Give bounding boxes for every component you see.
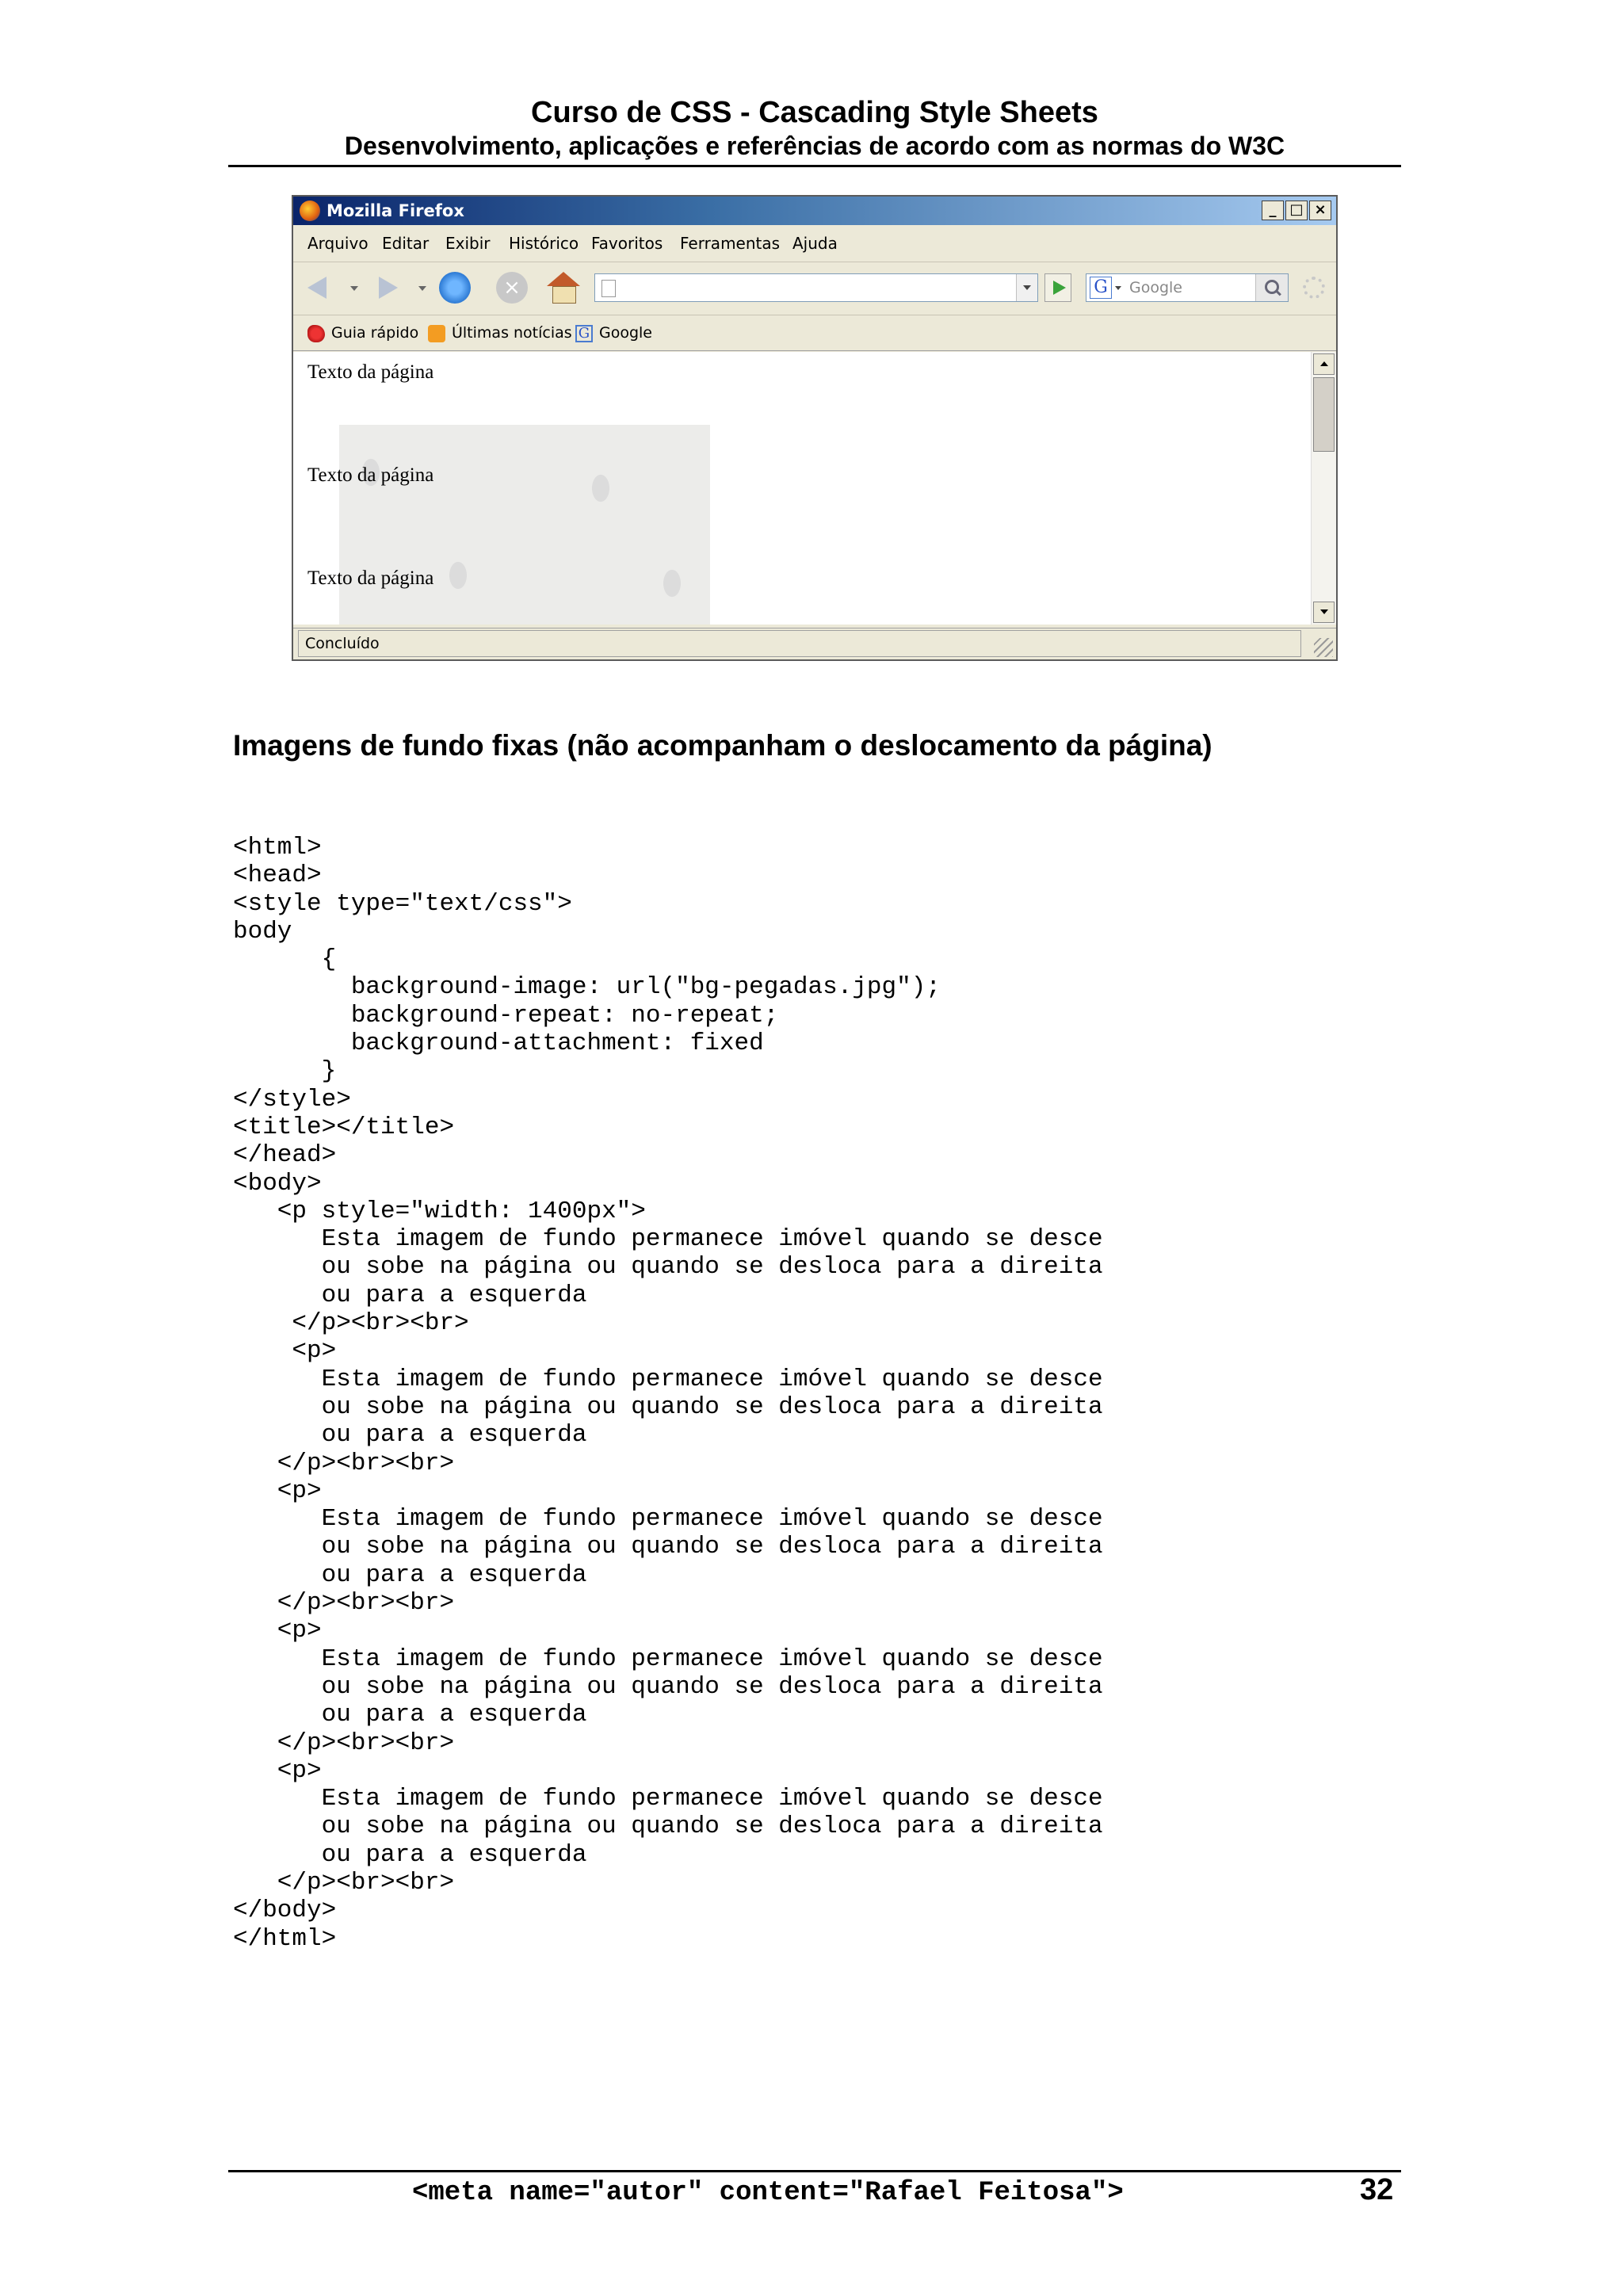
page-icon (601, 280, 616, 297)
back-arrow-icon[interactable] (304, 272, 339, 304)
firefox-logo-icon (300, 201, 320, 221)
code-line: <p> (233, 1756, 322, 1785)
help-bookmark-icon (307, 325, 325, 342)
menu-exibir[interactable]: Exibir (445, 234, 491, 253)
code-line: </style> (233, 1085, 351, 1114)
scroll-up-arrow-icon[interactable] (1313, 353, 1335, 375)
page-header (228, 95, 1401, 162)
status-text: Concluído (298, 630, 1301, 657)
forward-history-dropdown-icon[interactable] (418, 286, 426, 291)
page-text-line: Texto da página (307, 361, 434, 383)
page-number: 32 (1360, 2173, 1394, 2206)
menu-editar[interactable]: Editar (382, 234, 430, 253)
home-icon[interactable] (547, 272, 580, 304)
code-line: <body> (233, 1169, 322, 1198)
code-line: ou sobe na página ou quando se desloca para a direita (233, 1813, 1103, 1841)
code-line: background-repeat: no-repeat; (233, 1001, 779, 1030)
search-placeholder: Google (1129, 279, 1183, 296)
activity-throbber-icon (1303, 277, 1325, 299)
bookmark-label: Guia rápido (331, 324, 419, 342)
menu-ajuda[interactable]: Ajuda (792, 234, 838, 253)
code-line: Esta imagem de fundo permanece imóvel quando se desce (233, 1225, 1103, 1254)
bookmark-label: Últimas notícias (452, 324, 572, 342)
address-bar[interactable] (594, 273, 1038, 302)
code-line: <p> (233, 1337, 337, 1366)
footer-meta-tag: <meta name="autor" content="Rafael Feitosa"> (412, 2178, 1124, 2208)
document-subtitle: Desenvolvimento, aplicações e referências de acordo com as normas do W3C (344, 132, 1285, 160)
code-line: <p> (233, 1617, 322, 1645)
code-line: background-image: url("bg-pegadas.jpg"); (233, 973, 941, 1002)
code-line: </p><br><br> (233, 1729, 455, 1757)
address-dropdown-icon[interactable] (1016, 274, 1037, 301)
code-line: <head> (233, 861, 322, 890)
code-line: </p><br><br> (233, 1309, 469, 1338)
document-title: Curso de CSS - Cascading Style Sheets (531, 96, 1098, 129)
status-bar (293, 628, 1336, 660)
page-viewport (293, 352, 1312, 625)
code-line: ou sobe na página ou quando se desloca para a direita (233, 1392, 1103, 1421)
code-line: ou para a esquerda (233, 1281, 587, 1309)
window-title: Mozilla Firefox (327, 201, 464, 220)
resize-grip-icon[interactable] (1314, 638, 1333, 657)
code-line: </body> (233, 1897, 337, 1925)
code-line: { (233, 946, 337, 974)
scroll-down-arrow-icon[interactable] (1313, 602, 1335, 623)
page-text-line: Texto da página (307, 567, 434, 589)
code-listing (233, 834, 1103, 1953)
menu-ferramentas[interactable]: Ferramentas (680, 234, 781, 253)
code-line: <p> (233, 1477, 322, 1505)
forward-arrow-icon[interactable] (368, 272, 403, 304)
engine-dropdown-icon[interactable] (1115, 286, 1121, 290)
stop-icon[interactable]: × (496, 272, 528, 304)
code-line: Esta imagem de fundo permanece imóvel quando se desce (233, 1365, 1103, 1393)
bookmark-label: Google (599, 324, 653, 342)
header-rule (228, 165, 1401, 167)
code-line: background-attachment: fixed (233, 1030, 764, 1058)
reload-icon[interactable] (439, 272, 471, 304)
window-controls (1262, 201, 1331, 220)
code-line: Esta imagem de fundo permanece imóvel quando se desce (233, 1645, 1103, 1673)
menu-bar (293, 227, 1336, 260)
scrollbar-thumb[interactable] (1313, 377, 1335, 452)
menu-arquivo[interactable]: Arquivo (307, 234, 369, 253)
code-line: </p><br><br> (233, 1449, 455, 1477)
bookmarks-toolbar (293, 315, 1336, 351)
menu-historico[interactable]: Histórico (509, 234, 579, 253)
code-line: ou sobe na página ou quando se desloca para a direita (233, 1253, 1103, 1282)
window-titlebar (293, 197, 1336, 225)
maximize-button[interactable]: □ (1285, 201, 1308, 220)
code-line: } (233, 1057, 337, 1086)
code-line: ou para a esquerda (233, 1840, 587, 1869)
code-line: </p><br><br> (233, 1868, 455, 1897)
code-line: ou sobe na página ou quando se desloca para a direita (233, 1672, 1103, 1701)
page-text-line: Texto da página (307, 464, 434, 486)
code-line: Esta imagem de fundo permanece imóvel quando se desce (233, 1505, 1103, 1534)
firefox-screenshot (292, 195, 1338, 661)
code-line: ou sobe na página ou quando se desloca para a direita (233, 1533, 1103, 1561)
search-icon[interactable] (1255, 274, 1288, 301)
code-line: <title></title> (233, 1113, 455, 1141)
code-line: <html> (233, 834, 322, 861)
google-icon: G (575, 325, 593, 342)
code-line: </p><br><br> (233, 1589, 455, 1618)
bookmark-google[interactable] (575, 315, 652, 350)
code-line: </head> (233, 1141, 337, 1170)
navigation-toolbar (293, 262, 1336, 315)
back-history-dropdown-icon[interactable] (350, 286, 358, 291)
vertical-scrollbar[interactable] (1311, 352, 1336, 625)
search-bar[interactable] (1086, 273, 1289, 302)
section-heading: Imagens de fundo fixas (não acompanham o deslocamento da página) (233, 729, 1212, 762)
code-line: body (233, 917, 292, 946)
code-line: </html> (233, 1924, 337, 1953)
bookmark-guia-rapido[interactable] (307, 315, 418, 350)
rss-feed-icon (428, 325, 445, 342)
code-line: Esta imagem de fundo permanece imóvel quando se desce (233, 1785, 1103, 1813)
footer-rule (228, 2170, 1401, 2172)
code-line: <style type="text/css"> (233, 889, 572, 918)
bookmark-ultimas-noticias[interactable] (428, 315, 572, 350)
google-engine-icon[interactable]: G (1090, 277, 1112, 299)
code-line: <p style="width: 1400px"> (233, 1197, 646, 1225)
code-line: ou para a esquerda (233, 1421, 587, 1450)
footprints-background-image (339, 425, 710, 625)
code-line: ou para a esquerda (233, 1561, 587, 1589)
code-line: ou para a esquerda (233, 1701, 587, 1729)
menu-favoritos[interactable]: Favoritos (591, 234, 663, 253)
minimize-button[interactable]: _ (1262, 201, 1284, 220)
go-button[interactable] (1044, 273, 1071, 302)
close-button[interactable]: × (1309, 201, 1331, 220)
